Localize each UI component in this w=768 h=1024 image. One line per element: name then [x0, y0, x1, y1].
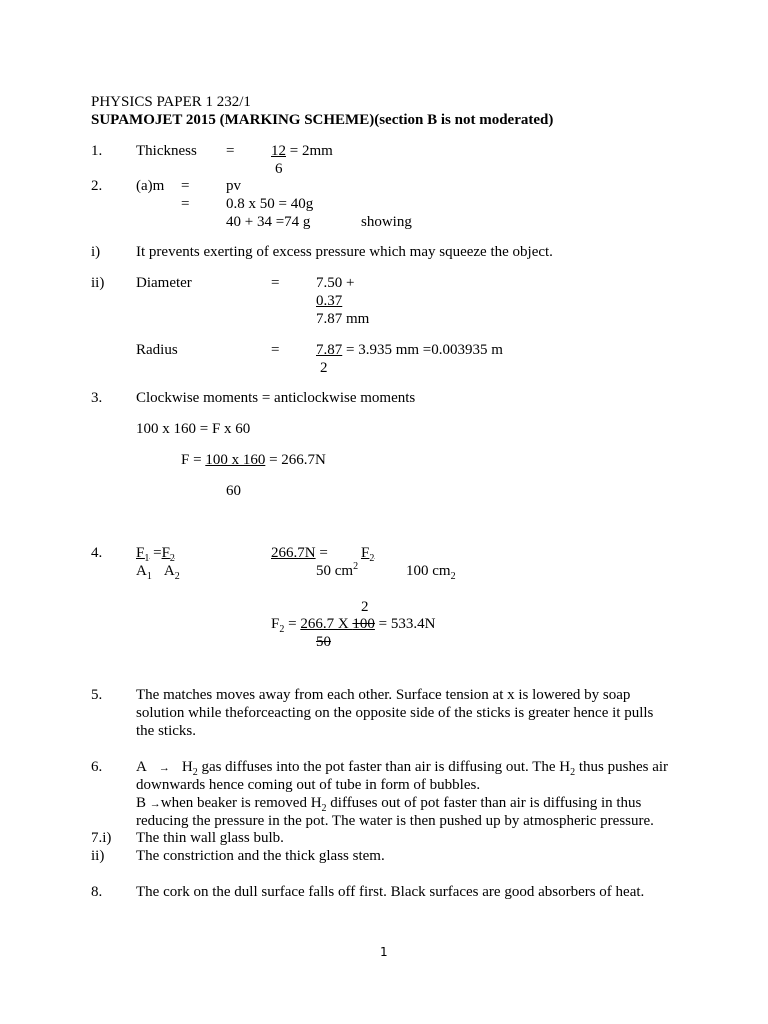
answer-text: thus pushes air	[575, 759, 669, 775]
result: = 2mm	[286, 143, 333, 159]
subscript: 2	[279, 624, 285, 635]
stray-digit: 2	[361, 599, 369, 615]
subscript: 2	[169, 553, 175, 564]
formula-line: 7.87 mm	[316, 311, 370, 327]
subscript: 1	[146, 571, 152, 582]
question-number: 5.	[91, 687, 103, 703]
symbol-f: F	[136, 545, 145, 561]
formula-line: pv	[226, 178, 241, 194]
numerator: 266.7N	[271, 545, 316, 561]
formula-prefix: F =	[181, 452, 206, 468]
result: = 3.935 mm =0.003935 m	[342, 342, 503, 358]
denominator	[406, 562, 456, 580]
question-number: 3.	[91, 390, 103, 406]
part-label: B	[136, 795, 150, 811]
denominator-value: 50 cm	[316, 563, 354, 579]
answer-text: The cork on the dull surface falls off first. Black surfaces are good absorbers of heat.	[136, 884, 645, 900]
fraction-line	[181, 451, 326, 469]
fraction-line	[271, 142, 333, 160]
symbol-h: H	[181, 759, 193, 775]
subscript: 2	[450, 571, 456, 582]
label-mass: (a)m	[136, 178, 165, 194]
note-showing: showing	[361, 214, 412, 230]
label-thickness: Thickness	[136, 143, 197, 159]
question-number: ii)	[91, 275, 105, 291]
equals-sign: =	[181, 178, 190, 194]
answer-text: diffuses out of pot faster than air is diffusing in thus	[326, 795, 642, 811]
subscript: 2	[174, 571, 180, 582]
page-subtitle: SUPAMOJET 2015 (MARKING SCHEME)(section B is not moderated)	[91, 112, 554, 128]
symbol-a: A	[163, 563, 175, 579]
answer-line: downwards hence coming out of tube in form of bubbles.	[136, 777, 481, 793]
answer-line: The matches moves away from each other. Surface tension at x is lowered by soap	[136, 687, 631, 703]
formula-line	[271, 615, 435, 633]
question-number: 7.i)	[91, 830, 112, 846]
result: = 533.4N	[374, 616, 436, 632]
symbol-f: F	[271, 616, 280, 632]
symbol-f: F	[361, 545, 370, 561]
denominator-value: 100 cm	[406, 563, 451, 579]
denominator: 60	[226, 483, 241, 499]
subscript: 2	[570, 767, 576, 778]
struck-value: 100	[352, 616, 375, 632]
denominator: 6	[275, 161, 283, 177]
symbol-f: F	[161, 545, 170, 561]
formula-line: 7.50 +	[316, 275, 355, 291]
equals-sign: =	[271, 275, 280, 291]
answer-line	[136, 794, 641, 813]
equals-sign: =	[271, 342, 280, 358]
arrow-right-icon: →	[158, 762, 170, 774]
formula-denominator	[136, 562, 180, 580]
symbol-a: A	[136, 563, 147, 579]
formula-line: 0.8 x 50 = 40g	[226, 196, 314, 212]
part-label: A	[136, 759, 147, 775]
formula-numerator	[271, 544, 328, 562]
answer-line: solution while theforceacting on the opposite side of the sticks is greater hence it pulls	[136, 705, 654, 721]
denominator	[316, 562, 358, 580]
answer-line	[136, 758, 668, 777]
question-number: 8.	[91, 884, 103, 900]
formula-line: 40 + 34 =74 g	[226, 214, 311, 230]
subscript: 2	[369, 553, 375, 564]
question-number: 4.	[91, 545, 103, 561]
subscript: 2	[321, 803, 327, 814]
answer-text: The thin wall glass bulb.	[136, 830, 284, 846]
subscript: 2	[192, 767, 198, 778]
numerator: 7.87	[316, 342, 343, 358]
answer-text: Clockwise moments = anticlockwise moments	[136, 390, 416, 406]
fraction-line	[316, 341, 503, 359]
question-number: 2.	[91, 178, 103, 194]
question-number: ii)	[91, 848, 105, 864]
answer-text: gas diffuses into the pot faster than air is diffusing out. The H	[197, 759, 571, 775]
answer-text: when beaker is removed H	[160, 795, 322, 811]
numerator: 266.7 X	[300, 616, 353, 632]
equals-sign: =	[181, 196, 190, 212]
question-number: 6.	[91, 759, 103, 775]
numerator: 12	[271, 143, 286, 159]
answer-text: It prevents exerting of excess pressure which may squeeze the object.	[136, 244, 553, 260]
equals-sign: =	[226, 143, 235, 159]
numerator: 100 x 160	[205, 452, 266, 468]
formula-line: 100 x 160 = F x 60	[136, 421, 251, 437]
answer-line: the sticks.	[136, 723, 196, 739]
question-number: i)	[91, 244, 101, 260]
formula-line: 0.37	[316, 293, 343, 309]
equals-sign: =	[149, 545, 162, 561]
result: = 266.7N	[265, 452, 326, 468]
arrow-right-icon: →	[149, 798, 161, 810]
question-number: 1.	[91, 143, 103, 159]
subscript: 1	[144, 553, 150, 564]
superscript: 2	[353, 561, 359, 572]
formula-numerator	[361, 544, 374, 562]
denominator: 2	[320, 360, 328, 376]
label-diameter: Diameter	[136, 275, 192, 291]
page-title: PHYSICS PAPER 1 232/1	[91, 94, 251, 110]
answer-line: reducing the pressure in the pot. The water is then pushed up by atmospheric pressure.	[136, 813, 654, 829]
formula-numerator	[136, 544, 175, 562]
struck-value: 50	[316, 634, 331, 650]
page-number: 1	[380, 945, 388, 959]
answer-text: The constriction and the thick glass stem.	[136, 848, 385, 864]
label-radius: Radius	[136, 342, 178, 358]
equals-sign: =	[284, 616, 301, 632]
equals-sign: =	[315, 545, 328, 561]
